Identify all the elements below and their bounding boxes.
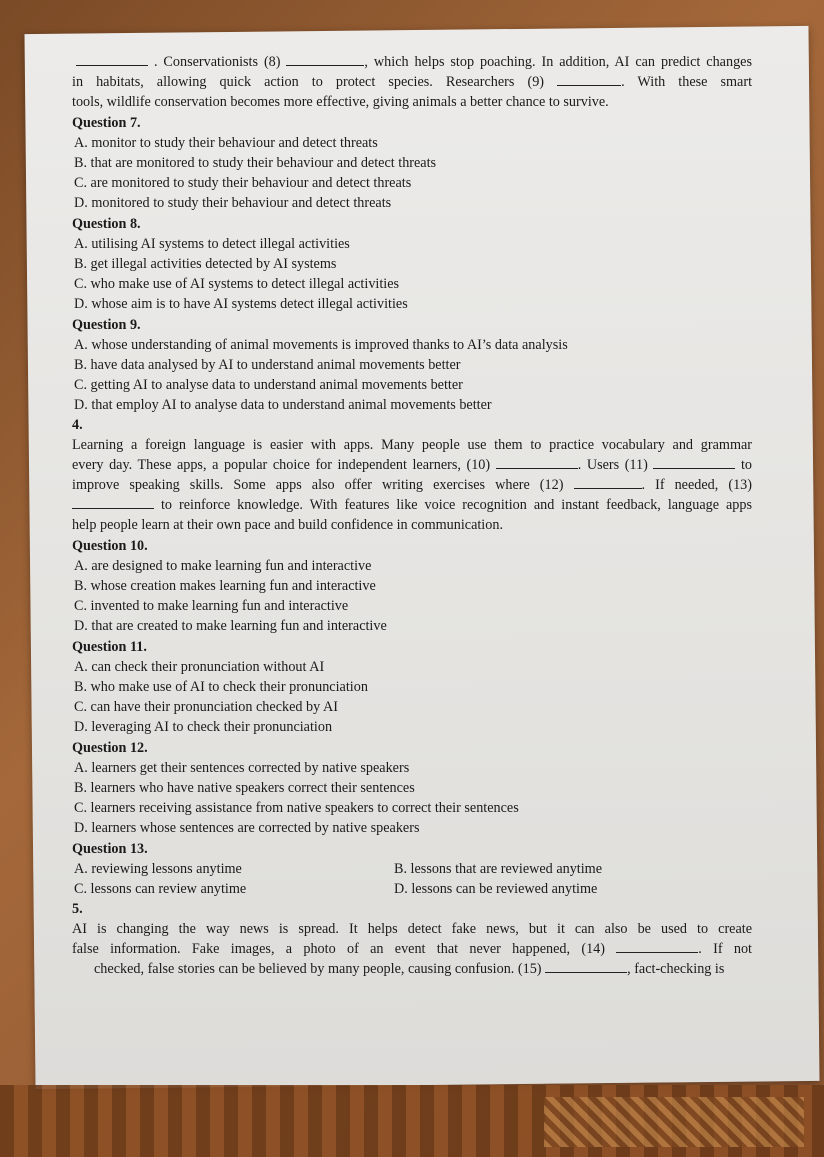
- passage-line: tools, wildlife conservation becomes more effective, giving animals a better chance to survive.: [72, 94, 609, 110]
- answer-blank-12: [574, 475, 642, 489]
- option-b: B. who make use of AI to check their pronunciation: [74, 679, 368, 695]
- option-c: C. are monitored to study their behaviour and detect threats: [74, 175, 412, 191]
- question-13: [72, 839, 752, 899]
- passage-line: improve speaking skills. Some apps also offer writing exercises where (12) . If needed, (13): [72, 477, 752, 493]
- question-title: Question 11.: [72, 639, 147, 655]
- passage-5: [72, 919, 752, 979]
- answer-blank-8: [286, 52, 364, 66]
- option-b: B. learners who have native speakers correct their sentences: [74, 780, 415, 796]
- option-d: D. that employ AI to analyse data to understand animal movements better: [74, 397, 492, 413]
- question-title: Question 9.: [72, 317, 141, 333]
- option-b: B. get illegal activities detected by AI systems: [74, 256, 337, 272]
- passage-line: checked, false stories can be believed by many people, causing confusion. (15) , fact-checking is: [94, 961, 725, 977]
- option-c: C. invented to make learning fun and interactive: [74, 598, 349, 614]
- option-a: A. utilising AI systems to detect illegal activities: [74, 236, 350, 252]
- question-title: Question 12.: [72, 740, 148, 756]
- option-b: B. have data analysed by AI to understand animal movements better: [74, 357, 461, 373]
- passage-line: every day. These apps, a popular choice for independent learners, (10) . Users (11) to: [72, 457, 753, 473]
- section-number: 4.: [72, 417, 83, 433]
- question-title: Question 13.: [72, 841, 148, 857]
- answer-blank-13: [72, 495, 154, 509]
- option-c: C. who make use of AI systems to detect illegal activities: [74, 276, 400, 292]
- option-c: C. getting AI to analyse data to understand animal movements better: [74, 377, 463, 393]
- question-title: Question 8.: [72, 216, 141, 232]
- option-a: A. can check their pronunciation without AI: [74, 659, 325, 675]
- option-a: A. learners get their sentences corrected by native speakers: [74, 760, 410, 776]
- question-title: Question 10.: [72, 538, 148, 554]
- passage-line: false information. Fake images, a photo of an event that never happened, (14) . If not: [72, 941, 752, 957]
- worksheet-content: [72, 52, 752, 979]
- option-c: C. learners receiving assistance from native speakers to correct their sentences: [74, 800, 519, 816]
- background-rug: [0, 1085, 824, 1157]
- answer-blank-15: [545, 959, 627, 973]
- section-number: 5.: [72, 901, 83, 917]
- answer-blank-14: [616, 939, 698, 953]
- option-d: D. that are created to make learning fun and interactive: [74, 618, 387, 634]
- option-d: D. whose aim is to have AI systems detect illegal activities: [74, 296, 408, 312]
- option-a: A. whose understanding of animal movements is improved thanks to AI’s data analysis: [74, 337, 568, 353]
- question-7: [72, 113, 752, 213]
- answer-blank: [76, 52, 148, 66]
- answer-blank-9: [557, 72, 621, 86]
- option-b: B. that are monitored to study their behaviour and detect threats: [74, 155, 437, 171]
- option-a: A. reviewing lessons anytime: [74, 861, 242, 877]
- option-b: B. lessons that are reviewed anytime: [394, 861, 603, 877]
- passage-line: . Conservationists (8) , which helps stop poaching. In addition, AI can predict changes: [76, 52, 752, 72]
- passage-line: in habitats, allowing quick action to protect species. Researchers (9) . With these smart: [72, 74, 753, 90]
- question-9: [72, 315, 752, 415]
- passage-line: Learning a foreign language is easier with apps. Many people use them to practice vocabulary and grammar: [72, 437, 752, 453]
- passage-4: [72, 435, 752, 535]
- option-row: [72, 879, 752, 899]
- passage-line: AI is changing the way news is spread. It helps detect fake news, but it can also be used to create: [72, 921, 752, 937]
- option-d: D. lessons can be reviewed anytime: [394, 881, 598, 897]
- rug-pattern: [544, 1097, 804, 1147]
- answer-blank-10: [496, 455, 578, 469]
- option-a: A. monitor to study their behaviour and detect threats: [74, 135, 378, 151]
- question-8: [72, 214, 752, 314]
- option-c: C. can have their pronunciation checked by AI: [74, 699, 338, 715]
- option-d: D. monitored to study their behaviour and detect threats: [74, 195, 392, 211]
- passage-line: help people learn at their own pace and build confidence in communication.: [72, 517, 503, 533]
- option-b: B. whose creation makes learning fun and interactive: [74, 578, 376, 594]
- option-c: C. lessons can review anytime: [74, 881, 247, 897]
- question-title: Question 7.: [72, 115, 141, 131]
- option-d: D. learners whose sentences are corrected by native speakers: [74, 820, 420, 836]
- option-d: D. leveraging AI to check their pronunciation: [74, 719, 333, 735]
- question-12: [72, 738, 752, 838]
- option-a: A. are designed to make learning fun and interactive: [74, 558, 372, 574]
- question-11: [72, 637, 752, 737]
- passage-line: to reinforce knowledge. With features like voice recognition and instant feedback, language apps: [72, 495, 752, 515]
- option-row: [72, 859, 752, 879]
- answer-blank-11: [653, 455, 735, 469]
- question-10: [72, 536, 752, 636]
